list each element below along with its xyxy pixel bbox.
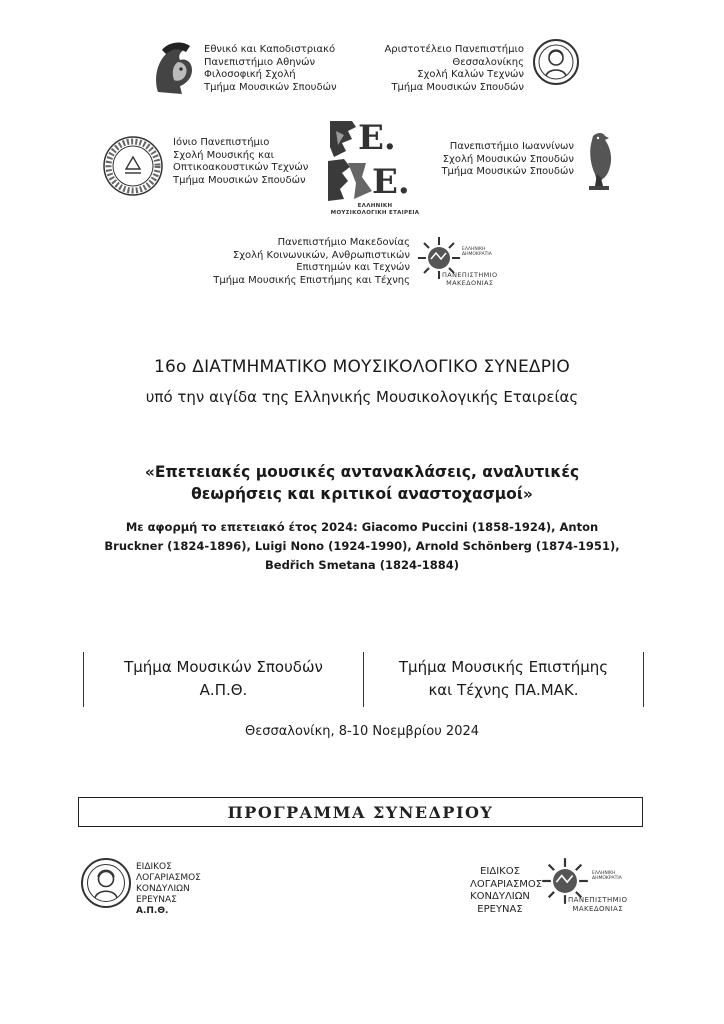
funding-line: ΛΟΓΑΡΙΑΣΜΟΣ: [136, 873, 201, 883]
funding-line: ΚΟΝΔΥΛΙΩΝ: [470, 891, 530, 902]
conference-occasion: [0, 518, 724, 575]
macedonia-sun-logo-icon: [540, 856, 640, 918]
organizer-right: [364, 656, 643, 702]
institution-line: Ιόνιο Πανεπιστήμιο: [173, 137, 270, 148]
funding-line: ΕΙΔΙΚΟΣ: [136, 862, 172, 872]
organizer-line: Τμήμα Μουσικών Σπουδών: [124, 658, 323, 676]
organizer-line: και Τέχνης ΠΑ.ΜΑΚ.: [428, 681, 579, 699]
macedonia-institution-text: [213, 237, 410, 287]
macedonia-logo-name-line: ΜΑΚΕΔΟΝΙΑΣ: [446, 279, 494, 287]
aristotle-seal-icon: [80, 857, 132, 909]
conference-theme: [0, 461, 724, 505]
divider-line: [643, 652, 644, 707]
funding-line: ΛΟΓΑΡΙΑΣΜΟΣ: [470, 878, 543, 890]
eme-caption-line: ΕΛΛΗΝΙΚΗ: [357, 203, 393, 209]
macedonia-logo-name-line: ΠΑΝΕΠΙΣΤΗΜΙΟ: [568, 896, 628, 904]
ioannina-institution-text: [441, 141, 574, 179]
macedonia-sun-logo-icon: [416, 235, 506, 291]
ionian-seal-icon: [102, 135, 164, 197]
institution-line: Πανεπιστήμιο Αθηνών: [204, 56, 316, 68]
eme-letters: [372, 162, 410, 202]
conference-subtitle: υπό την αιγίδα της Ελληνικής Μουσικολογικής Εταιρείας: [145, 388, 579, 406]
institution-line: Εθνικό και Καποδιστριακό: [204, 44, 336, 55]
eme-letter: Ε.: [358, 118, 396, 158]
institution-line: Τμήμα Μουσικών Σπουδών: [391, 81, 524, 93]
eme-letters: [358, 118, 396, 158]
program-heading-box: [78, 797, 643, 827]
funding-right-text: [470, 866, 543, 916]
organizer-line: Α.Π.Θ.: [199, 681, 248, 699]
institution-line: Σχολή Μουσικής και: [173, 149, 275, 161]
theme-line: θεωρήσεις και κριτικοί αναστοχασμοί»: [191, 485, 533, 503]
institution-line: Επιστημών και Τεχνών: [296, 262, 410, 273]
theme-line: «Επετειακές μουσικές αντανακλάσεις, αναλυτικές: [144, 463, 580, 481]
macedonia-logo-name: [568, 896, 627, 913]
eme-monogram-icon: [322, 117, 428, 219]
eme-caption-line: ΜΟΥΣΙΚΟΛΟΓΙΚΗ ΕΤΑΙΡΕΙΑ: [330, 210, 420, 216]
macedonia-logo-small: ΕΛΛΗΝΙΚΗ ΔΗΜΟΚΡΑΤΙΑ: [462, 247, 492, 257]
location-date: Θεσσαλονίκη, 8-10 Νοεμβρίου 2024: [244, 724, 480, 739]
eme-letter: Ε.: [372, 162, 410, 202]
conference-title: 16ο ΔΙΑΤΜΗΜΑΤΙΚΟ ΜΟΥΣΙΚΟΛΟΓΙΚΟ ΣΥΝΕΔΡΙΟ: [154, 357, 570, 377]
institution-line: Σχολή Καλών Τεχνών: [417, 69, 524, 80]
occasion-line: Bedřich Smetana (1824-1884): [265, 558, 459, 572]
macedonia-logo-name-line: ΜΑΚΕΔΟΝΙΑΣ: [572, 904, 624, 913]
macedonia-logo-name-line: ΠΑΝΕΠΙΣΤΗΜΙΟ: [442, 271, 498, 279]
occasion-line: Με αφορμή το επετειακό έτος 2024: Giacomo Puccini (1858-1924), Anton: [125, 520, 599, 534]
organizer-left: [84, 656, 363, 702]
institution-line: Αριστοτέλειο Πανεπιστήμιο: [384, 44, 524, 55]
ionian-institution-text: [173, 137, 308, 187]
eme-caption: [322, 203, 428, 217]
athens-institution-text: [204, 44, 337, 94]
institution-line: Τμήμα Μουσικών Σπουδών: [441, 166, 574, 177]
institution-line: Τμήμα Μουσικών Σπουδών: [204, 81, 337, 93]
funding-line: ΕΡΕΥΝΑΣ: [477, 903, 523, 915]
institution-line: Τμήμα Μουσικής Επιστήμης και Τέχνης: [213, 274, 410, 286]
institution-line: Πανεπιστήμιο Μακεδονίας: [277, 237, 410, 248]
institution-line: Φιλοσοφική Σχολή: [204, 69, 296, 80]
auth-institution-text: [384, 44, 524, 94]
institution-line: Τμήμα Μουσικών Σπουδών: [173, 174, 306, 186]
macedonia-logo-small: ΕΛΛΗΝΙΚΗ ΔΗΜΟΚΡΑΤΙΑ: [592, 871, 622, 881]
institution-line: Σχολή Μουσικών Σπουδών: [442, 153, 574, 165]
program-heading: ΠΡΟΓΡΑΜΜΑ ΣΥΝΕΔΡΙΟΥ: [227, 802, 494, 822]
funding-left-text: [136, 862, 201, 917]
institution-line: Θεσσαλονίκης: [452, 56, 524, 68]
institution-line: Οπτικοακουστικών Τεχνών: [173, 162, 309, 173]
institution-line: Σχολή Κοινωνικών, Ανθρωπιστικών: [232, 249, 410, 261]
occasion-line: Bruckner (1824-1896), Luigi Nono (1924-1990), Arnold Schönberg (1874-1951),: [104, 539, 620, 553]
organizer-line: Τμήμα Μουσικής Επιστήμης: [398, 658, 609, 676]
funding-line: ΚΟΝΔΥΛΙΩΝ: [136, 884, 190, 894]
athena-head-icon: [148, 40, 200, 98]
funding-line: ΕΡΕΥΝΑΣ: [136, 895, 177, 905]
aristotle-seal-icon: [532, 38, 580, 86]
funding-line: ΕΙΔΙΚΟΣ: [480, 866, 520, 877]
institution-line: Πανεπιστήμιο Ιωαννίνων: [449, 141, 574, 152]
macedonia-logo-name: [442, 271, 498, 287]
eagle-icon: [583, 130, 617, 192]
funding-org: Α.Π.Θ.: [136, 906, 169, 916]
